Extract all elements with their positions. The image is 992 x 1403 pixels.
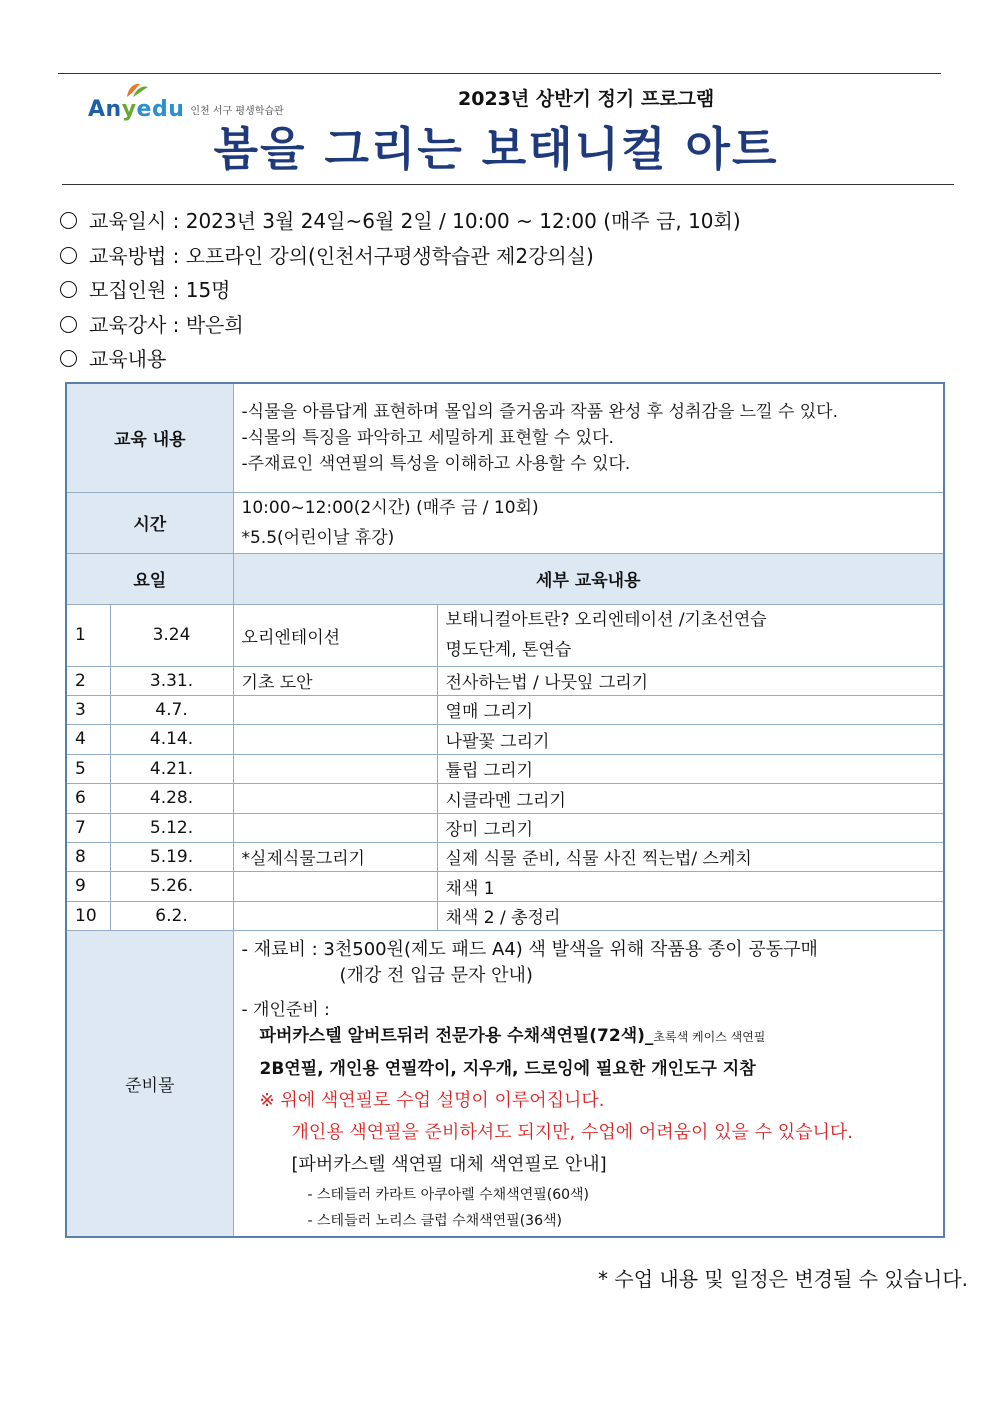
table-row <box>66 901 944 930</box>
table-row <box>66 553 944 604</box>
detail-header: 세부 교육내용 <box>233 553 944 604</box>
session-detail: 시클라멘 그리기 <box>437 783 944 813</box>
session-topic <box>233 871 437 901</box>
table-row <box>66 754 944 783</box>
content-cell: -식물을 아름답게 표현하며 몰입의 즐거움과 작품 완성 후 성취감을 느낄 수 있다. -식물의 특징을 파악하고 세밀하게 표현할 수 있다. -주재료인 색연필의 특성을 이해하고 사용할 수 있다. <box>233 383 944 492</box>
content-header: 교육 내용 <box>66 383 233 492</box>
info-row-date: 교육일시 : 2023년 3월 24일~6월 2일 / 10:00 ~ 12:00 (매주 금, 10회) <box>60 204 741 239</box>
logo-org-name: 인천 서구 평생학습관 <box>190 106 284 117</box>
circle-bullet-icon <box>60 281 77 298</box>
table-row <box>66 783 944 813</box>
session-topic: 기초 도안 <box>233 666 437 695</box>
session-no: 6 <box>66 783 110 813</box>
session-detail: 실제 식물 준비, 식물 사진 찍는법/ 스케치 <box>437 842 944 871</box>
session-date: 4.7. <box>110 695 233 724</box>
session-date: 4.21. <box>110 754 233 783</box>
session-detail: 나팔꽃 그리기 <box>437 724 944 754</box>
prep-fee: - 재료비 : 3천500원(제도 패드 A4) 색 발색을 위해 작품용 종이 공동구매 <box>241 938 818 960</box>
prep-notice2: 개인용 색연필을 준비하셔도 되지만, 수업에 어려움이 있을 수 있습니다. <box>291 1121 853 1143</box>
session-no: 9 <box>66 871 110 901</box>
session-no: 5 <box>66 754 110 783</box>
prep-personal-label: - 개인준비 : <box>241 999 330 1020</box>
top-rule <box>58 73 941 74</box>
session-no: 7 <box>66 813 110 842</box>
logo-wordmark: Anyedu <box>88 97 184 122</box>
session-detail: 전사하는법 / 나뭇잎 그리기 <box>437 666 944 695</box>
circle-bullet-icon <box>60 316 77 333</box>
session-no: 10 <box>66 901 110 930</box>
session-detail: 열매 그리기 <box>437 695 944 724</box>
session-detail: 튤립 그리기 <box>437 754 944 783</box>
table-row <box>66 871 944 901</box>
table-row <box>66 492 944 553</box>
info-list <box>60 204 741 377</box>
session-topic: 오리엔테이션 <box>233 604 437 666</box>
session-topic: *실제식물그리기 <box>233 842 437 871</box>
session-date: 6.2. <box>110 901 233 930</box>
time-header: 시간 <box>66 492 233 553</box>
table-row <box>66 842 944 871</box>
session-detail: 장미 그리기 <box>437 813 944 842</box>
table-row <box>66 383 944 492</box>
prep-header: 준비물 <box>66 930 233 1237</box>
session-topic <box>233 901 437 930</box>
session-date: 5.12. <box>110 813 233 842</box>
circle-bullet-icon <box>60 350 77 367</box>
session-detail: 채색 1 <box>437 871 944 901</box>
circle-bullet-icon <box>60 247 77 264</box>
table-row <box>66 695 944 724</box>
session-no: 3 <box>66 695 110 724</box>
session-no: 8 <box>66 842 110 871</box>
table-row <box>66 724 944 754</box>
session-detail: 보태니컬아트란? 오리엔테이션 /기초선연습 명도단계, 톤연습 <box>437 604 944 666</box>
prep-alt1: - 스테들러 카라트 아쿠아렐 수채색연필(60색) <box>307 1186 590 1203</box>
table-row <box>66 666 944 695</box>
session-date: 4.14. <box>110 724 233 754</box>
prep-item1: 파버카스텔 알버트뒤러 전문가용 수채색연필(72색)_초록색 케이스 색연필 <box>259 1025 766 1046</box>
session-no: 2 <box>66 666 110 695</box>
footnote: * 수업 내용 및 일정은 변경될 수 있습니다. <box>598 1267 968 1291</box>
table-row <box>66 813 944 842</box>
circle-bullet-icon <box>60 212 77 229</box>
day-header: 요일 <box>66 553 233 604</box>
session-date: 4.28. <box>110 783 233 813</box>
time-cell: 10:00~12:00(2시간) (매주 금 / 10회) *5.5(어린이날 휴강) <box>233 492 944 553</box>
session-topic <box>233 754 437 783</box>
prep-alt2: - 스테들러 노리스 클럽 수채색연필(36색) <box>307 1212 562 1229</box>
table-row <box>66 604 944 666</box>
info-row-content: 교육내용 <box>60 342 741 377</box>
session-no: 4 <box>66 724 110 754</box>
info-row-instructor: 교육강사 : 박은희 <box>60 308 741 343</box>
session-date: 3.31. <box>110 666 233 695</box>
prep-fee-note: (개강 전 입금 문자 안내) <box>339 964 533 986</box>
session-date: 5.26. <box>110 871 233 901</box>
session-no: 1 <box>66 604 110 666</box>
leaf-icon <box>124 81 150 99</box>
session-date: 5.19. <box>110 842 233 871</box>
page-title: 봄을 그리는 보태니컬 아트 <box>213 122 779 176</box>
info-row-method: 교육방법 : 오프라인 강의(인천서구평생학습관 제2강의실) <box>60 239 741 274</box>
info-row-capacity: 모집인원 : 15명 <box>60 273 741 308</box>
prep-notice1: ※ 위에 색연필로 수업 설명이 이루어집니다. <box>259 1089 605 1111</box>
title-rule <box>62 184 954 185</box>
prep-cell <box>233 930 944 1237</box>
session-topic <box>233 695 437 724</box>
session-date: 3.24 <box>110 604 233 666</box>
prep-item2: 2B연필, 개인용 연필깍이, 지우개, 드로잉에 필요한 개인도구 지참 <box>259 1058 756 1079</box>
program-subtitle: 2023년 상반기 정기 프로그램 <box>458 88 715 110</box>
table-row <box>66 930 944 1237</box>
schedule-table <box>65 382 945 1238</box>
prep-alt-title: [파버카스텔 색연필 대체 색연필로 안내] <box>291 1153 607 1175</box>
session-topic <box>233 813 437 842</box>
session-topic <box>233 783 437 813</box>
session-topic <box>233 724 437 754</box>
session-detail: 채색 2 / 총정리 <box>437 901 944 930</box>
